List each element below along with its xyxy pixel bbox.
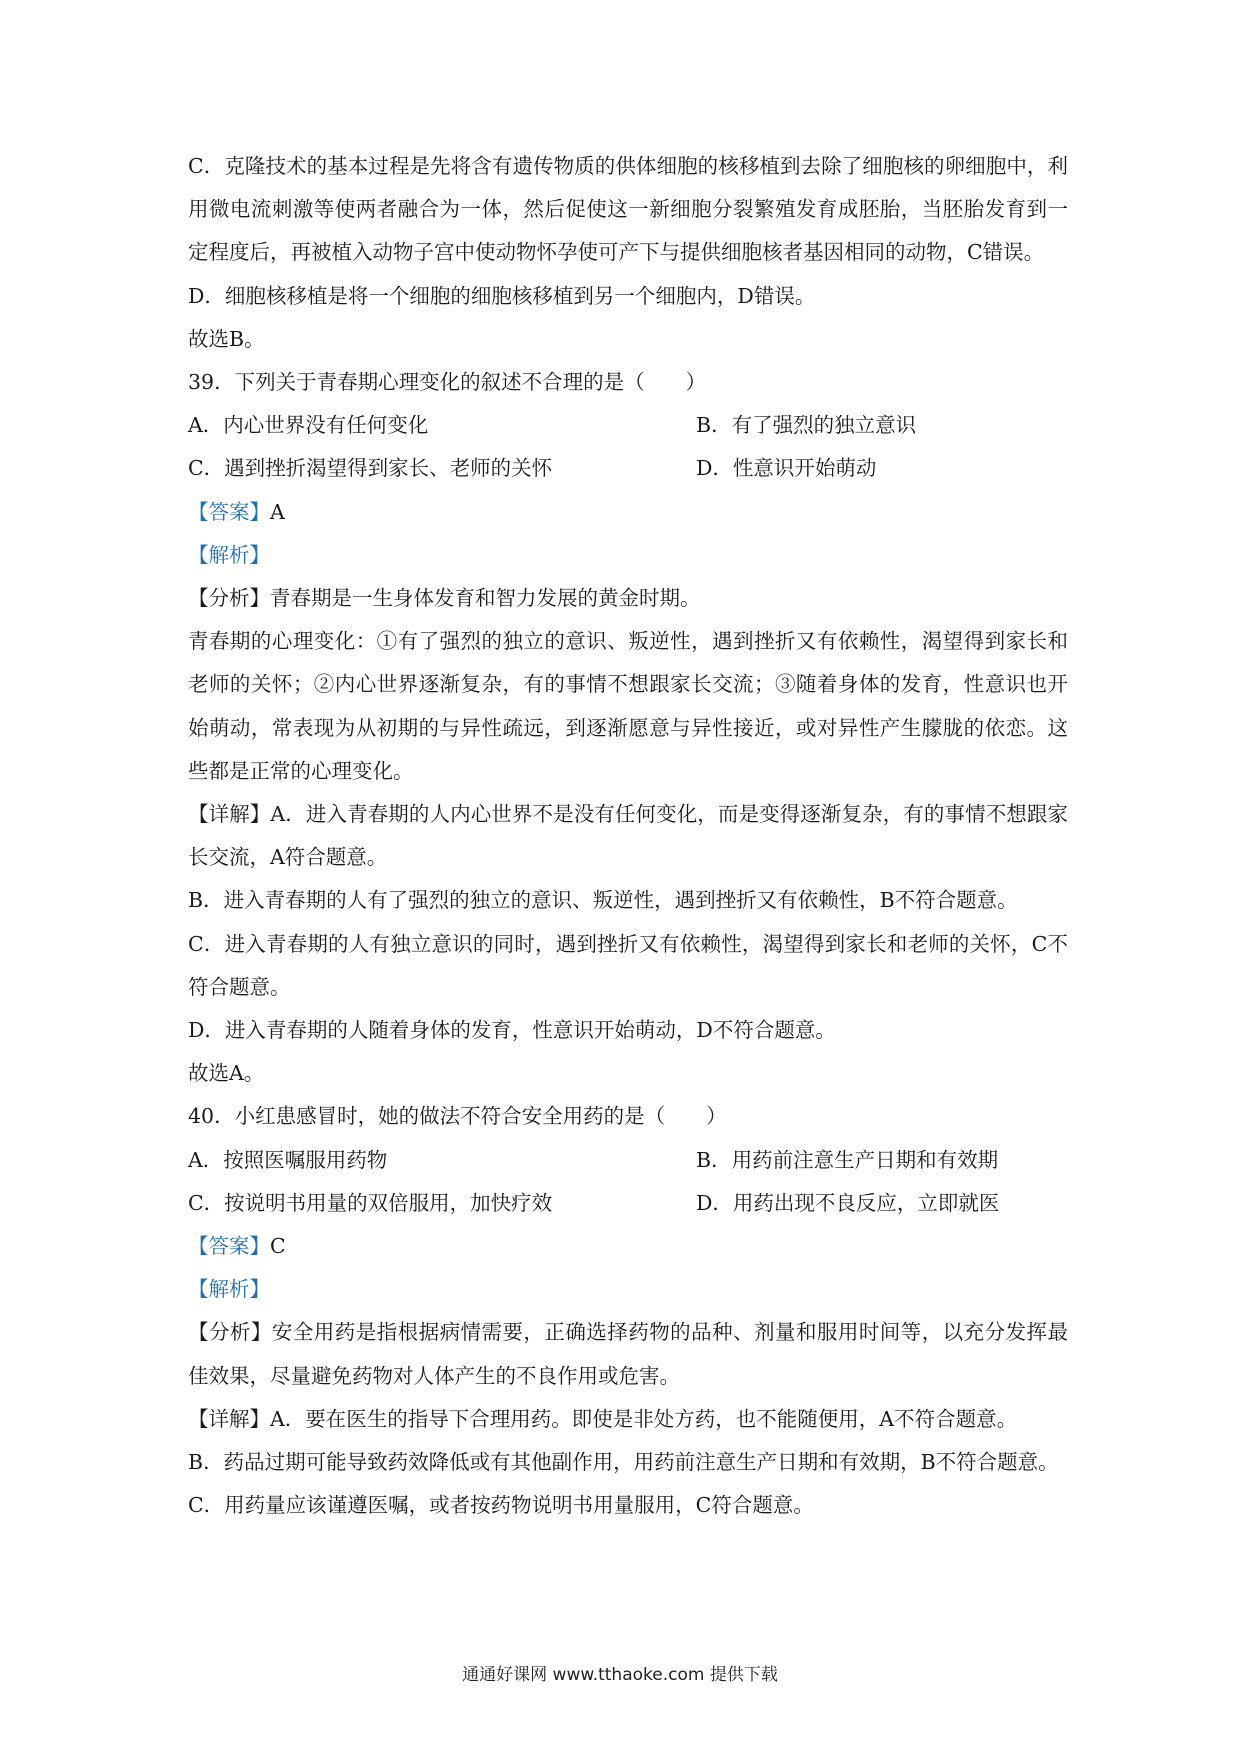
- document-body: [188, 145, 1068, 1528]
- q40-option-c: C．按说明书用量的双倍服用，加快疗效: [188, 1190, 553, 1215]
- q40-explanation-b: B．药品过期可能导致药效降低或有其他副作用，用药前注意生产日期和有效期，B不符合题意。: [188, 1450, 1059, 1475]
- q39-explanation-a: [188, 793, 1068, 879]
- answer-value: C: [270, 1234, 286, 1259]
- q39-answer: [188, 491, 1068, 534]
- q39-analysis: [188, 577, 1068, 620]
- q40-analysis-heading: 【解析】: [188, 1277, 270, 1302]
- q39-stem: 39．下列关于青春期心理变化的叙述不合理的是（ ）: [188, 370, 707, 395]
- q39-option-d: D．性意识开始萌动: [696, 456, 877, 481]
- q39-option-c: C．遇到挫折渴望得到家长、老师的关怀: [188, 456, 553, 481]
- analysis-text: 安全用药是指根据病情需要，正确选择药物的品种、剂量和服用时间等，以充分发挥最佳效果，尽量避免药物对人体产生的不良作用或危害。: [188, 1320, 1069, 1388]
- q40-stem: 40．小红患感冒时，她的做法不符合安全用药的是（ ）: [188, 1104, 727, 1129]
- detail-tag: 【详解】: [188, 1406, 270, 1431]
- prev-option-c-explanation: C．克隆技术的基本过程是先将含有遗传物质的供体细胞的核移植到去除了细胞核的卵细胞中，利用微电流刺激等使两者融合为一体，然后促使这一新细胞分裂繁殖发育成胚胎，当胚胎发育到一定程度后，再被植入动物子宫中使动物怀孕使可产下与提供细胞核者基因相同的动物，C错误。: [188, 154, 1068, 265]
- q40-explanation-a: [188, 1398, 1068, 1441]
- answer-value: A: [270, 499, 285, 524]
- q39-options-row-1: [188, 404, 1068, 447]
- page-footer: 通通好课网 www.tthaoke.com 提供下载: [462, 1665, 778, 1685]
- q39-explanation-b: B．进入青春期的人有了强烈的独立的意识、叛逆性，遇到挫折又有依赖性，B不符合题意。: [188, 888, 1018, 913]
- q40-analysis: [188, 1311, 1068, 1397]
- detail-text: A．进入青春期的人内心世界不是没有任何变化，而是变得逐渐复杂，有的事情不想跟家长交流，A符合题意。: [188, 802, 1068, 870]
- q40-option-b: B．用药前注意生产日期和有效期: [696, 1147, 999, 1172]
- analysis-tag: 【分析】: [188, 1320, 272, 1345]
- q40-explanation-c: C．用药量应该谨遵医嘱，或者按药物说明书用量服用，C符合题意。: [188, 1493, 814, 1518]
- q40-options-row-2: [188, 1182, 1068, 1225]
- answer-tag: 【答案】: [188, 1234, 270, 1259]
- analysis-tag: 【分析】: [188, 586, 270, 611]
- q39-option-a: A．内心世界没有任何变化: [188, 413, 429, 438]
- q39-analysis-heading: 【解析】: [188, 542, 270, 567]
- q40-option-d: D．用药出现不良反应，立即就医: [696, 1190, 1000, 1215]
- q39-option-b: B．有了强烈的独立意识: [696, 413, 917, 438]
- detail-text: A．要在医生的指导下合理用药。即使是非处方药，也不能随便用，A不符合题意。: [270, 1406, 1018, 1431]
- q39-explanation-d: D．进入青春期的人随着身体的发育，性意识开始萌动，D不符合题意。: [188, 1018, 836, 1043]
- q39-options-row-2: [188, 447, 1068, 490]
- q39-explanation-c: C．进入青春期的人有独立意识的同时，遇到挫折又有依赖性，渴望得到家长和老师的关怀，C不符合题意。: [188, 931, 1068, 999]
- answer-tag: 【答案】: [188, 499, 270, 524]
- prev-option-d-explanation: D．细胞核移植是将一个细胞的细胞核移植到另一个细胞内，D错误。: [188, 283, 816, 308]
- q39-analysis-detail: 青春期的心理变化：①有了强烈的独立的意识、叛逆性，遇到挫折又有依赖性，渴望得到家长和老师的关怀；②内心世界逐渐复杂，有的事情不想跟家长交流；③随着身体的发育，性意识也开始萌动，常表现为从初期的与异性疏远，到逐渐愿意与异性接近，或对异性产生朦胧的依恋。这些都是正常的心理变化。: [188, 629, 1068, 783]
- analysis-text: 青春期是一生身体发育和智力发展的黄金时期。: [270, 586, 701, 611]
- q40-option-a: A．按照医嘱服用药物: [188, 1147, 388, 1172]
- q39-final-answer: 故选A。: [188, 1061, 265, 1086]
- prev-final-answer: 故选B。: [188, 326, 265, 351]
- q40-answer: [188, 1225, 1068, 1268]
- q40-options-row-1: [188, 1139, 1068, 1182]
- detail-tag: 【详解】: [188, 802, 271, 827]
